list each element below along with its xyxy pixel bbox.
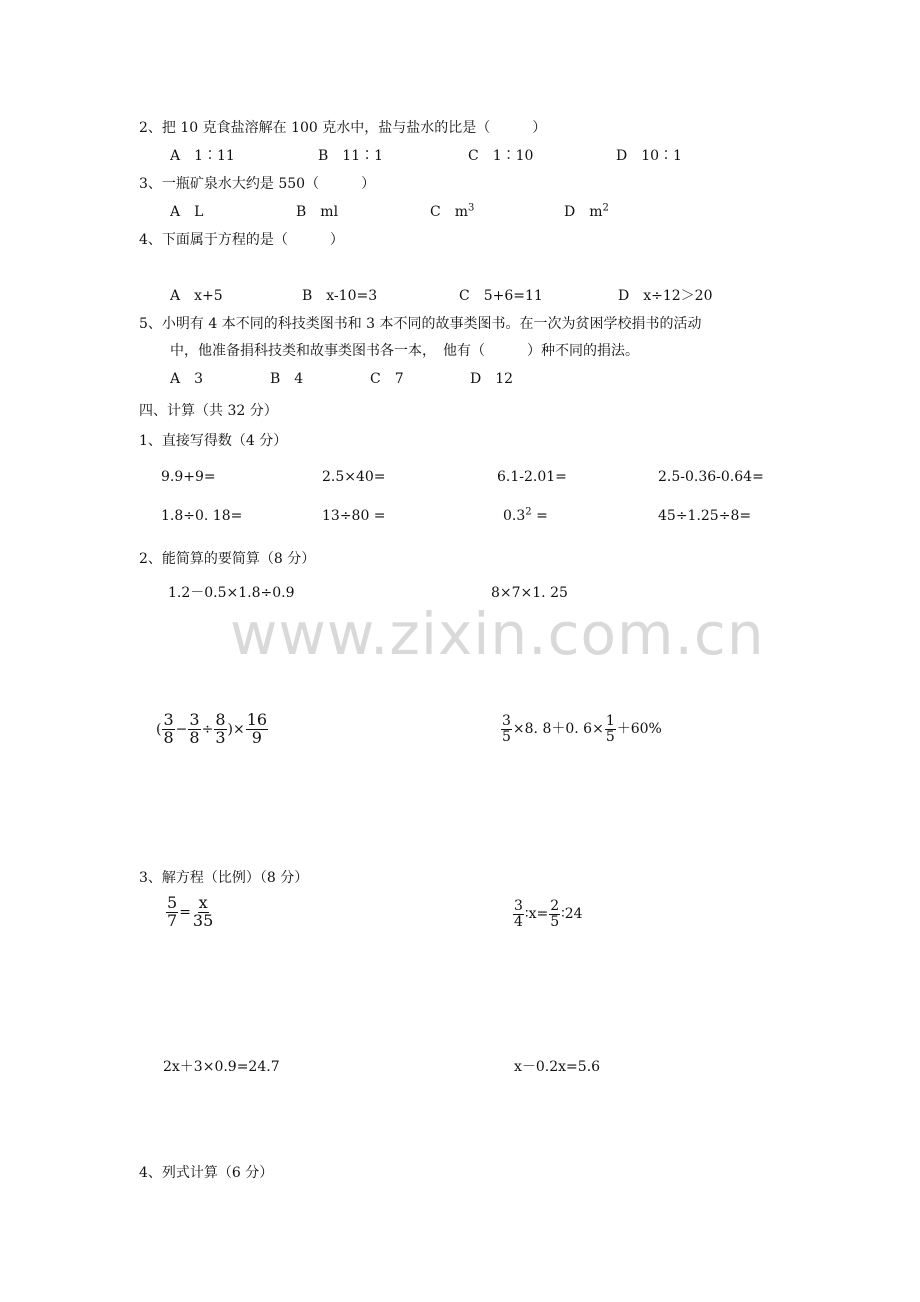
q5-option-b: B 4 — [270, 371, 304, 387]
q4-option-d: D x÷12＞20 — [618, 288, 713, 304]
q2-option-b: B 11∶1 — [318, 148, 384, 164]
calc2-expr-2: 8×7×1. 25 — [491, 585, 568, 601]
calc-1-title: 1、直接写得数（4 分） — [139, 433, 288, 449]
question-2-stem: 2、把 10 克食盐溶解在 100 克水中，盐与盐水的比是（ ） — [139, 120, 547, 136]
calc1-item-8: 45÷1.25÷8= — [658, 508, 752, 524]
calc1-item-6: 13÷80 = — [322, 508, 386, 524]
calc-3-title: 3、解方程（比例）（8 分） — [139, 870, 309, 886]
q5-option-a: A 3 — [170, 371, 204, 387]
calc1-item-7: $0.3^2$ = — [503, 506, 548, 524]
q3-option-d: D $m^2$ — [564, 202, 609, 220]
calc1-item-4: 2.5-0.36-0.64= — [658, 469, 764, 485]
q4-option-a: A x+5 — [170, 288, 223, 304]
calc2-expr-1: 1.2－0.5×1.8÷0.9 — [168, 585, 295, 601]
calc-2-title: 2、能简算的要简算（8 分） — [139, 551, 316, 567]
calc2-expr-4: $\frac{3}{5}$ ×8. 8＋0. 6× $\frac{1}{5}$ ＋60% — [502, 713, 662, 745]
calc3-equation-3: 2x＋3×0.9=24.7 — [163, 1059, 280, 1075]
q3-option-b: B ml — [296, 204, 339, 220]
q5-option-d: D 12 — [470, 371, 514, 387]
calc1-item-3: 6.1-2.01= — [497, 469, 567, 485]
q4-option-c: C 5+6=11 — [459, 288, 543, 304]
question-5-stem-line1: 5、小明有 4 本不同的科技类图书和 3 本不同的故事类图书。在一次为贫困学校捐书的活动 — [139, 316, 702, 332]
q4-option-b: B x-10=3 — [302, 288, 378, 304]
q3-option-a: A L — [170, 204, 204, 220]
question-4-stem: 4、下面属于方程的是（ ） — [139, 232, 344, 248]
question-3-stem: 3、一瓶矿泉水大约是 550（ ） — [139, 176, 376, 192]
q2-option-d: D 10∶1 — [616, 148, 682, 164]
q3-option-c: C $m^3$ — [430, 202, 475, 220]
watermark: www.zixin.com.cn — [230, 600, 765, 668]
calc3-equation-1: $\frac{5}{7}$ = $\frac{x}{35}$ — [167, 893, 214, 930]
calc3-equation-4: x－0.2x=5.6 — [514, 1059, 601, 1075]
calc1-item-5: 1.8÷0. 18= — [161, 508, 243, 524]
question-5-stem-line2: 中，他准备捐科技类和故事类图书各一本， 他有（ ）种不同的捐法。 — [170, 343, 639, 359]
calc1-item-1: 9.9+9= — [161, 469, 216, 485]
calc3-equation-2: $\frac{3}{4}$ ∶x= $\frac{2}{5}$ ∶24 — [514, 898, 583, 930]
q2-option-c: C 1∶10 — [468, 148, 534, 164]
calc1-item-2: 2.5×40= — [322, 469, 386, 485]
q2-option-a: A 1∶11 — [170, 148, 235, 164]
calc2-expr-3: ( $\frac{3}{8}$ − $\frac{3}{8}$ ÷ $\frac{8}{3}$ )× $\frac{16}{9}$ — [156, 710, 268, 747]
calc-4-title: 4、列式计算（6 分） — [139, 1165, 274, 1181]
section-4-title: 四、计算（共 32 分） — [139, 403, 278, 419]
q5-option-c: C 7 — [370, 371, 404, 387]
